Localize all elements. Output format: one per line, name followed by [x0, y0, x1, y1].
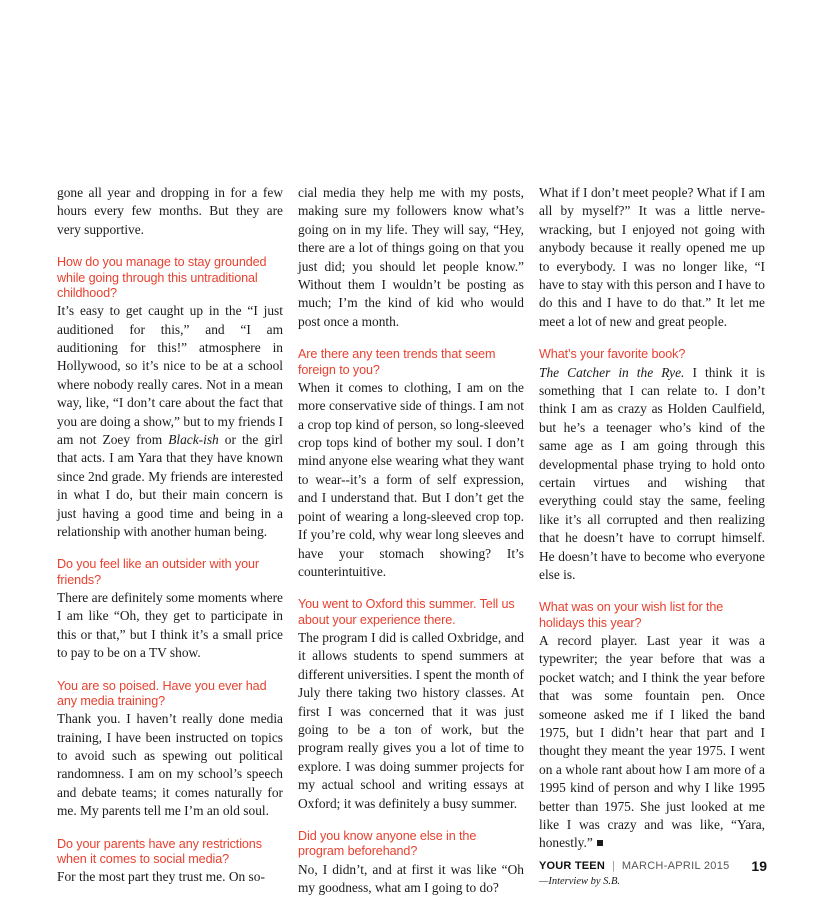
- book-title: The Catcher in the Rye.: [539, 364, 685, 380]
- footer-separator: |: [611, 860, 615, 872]
- interview-answer: The program I did is called Oxbridge, and it allows students to spend summers at different universities. I spent the month of July there taking two history classes. At first I was concerned that it was just going to be a ton of work, but the program really gives you a lot of time to explore. I was doing summer projects for my actual school and writing essays at Oxford; it was definitely a busy summer.: [298, 629, 524, 811]
- interview-answer: It’s easy to get caught up in the “I just auditioned for this,” and “I am auditioning for this!” atmosphere in Hollywood, so it’s nice to be at a school where nobody really cares. Not in a mean way, like, “I don’t care about the fact that you are doing a show,” but to my friends I am not Zoey from Black-ish or the girl that acts. I am Yara that they have known since 2nd grade. My friends are interested in what I do, but their main concern is just having a good time and being in a relationship with another human being.: [57, 303, 283, 539]
- interview-question: You are so poised. Have you ever had any media training?: [57, 678, 267, 708]
- interview-question: You went to Oxford this summer. Tell us about your experience there.: [298, 597, 515, 627]
- interview-question: Do you feel like an outsider with your friends?: [57, 557, 260, 587]
- interview-question: Did you know anyone else in the program beforehand?: [298, 828, 477, 859]
- magazine-name: YOUR TEEN: [539, 860, 605, 872]
- end-of-article-icon: [597, 840, 603, 846]
- interview-answer: Thank you. I haven’t really done media training, I have been instructed on topics to avoid such as spewing out political randomness. I am on my school’s speech and debate teams; it comes naturally for me. My parents tell me I’m an old soul.: [57, 711, 283, 819]
- article-column-1: [57, 184, 283, 887]
- article-column-2: [298, 184, 524, 897]
- page-footer: [539, 858, 767, 874]
- interview-credit: —Interview by S.B.: [539, 875, 621, 887]
- interview-question: What’s your favorite book?: [539, 347, 686, 362]
- interview-question: How do you manage to stay grounded while going through this untraditional childhood?: [57, 255, 267, 300]
- interview-answer: No, I didn’t, and at first it was like “Oh my goodness, what am I going to do?: [298, 861, 524, 895]
- page-number: 19: [751, 858, 767, 874]
- interview-question: Are there any teen trends that seem foreign to you?: [298, 347, 496, 377]
- body-paragraph: cial media they help me with my posts, making sure my followers know what’s going on in my life. They will say, “Hey, there are a lot of things going on that you just did; you should let people know.” Without them I wouldn’t be posting as much; I’m the kind of kid who would post once a month.: [298, 185, 524, 329]
- body-paragraph: What if I don’t meet people? What if I am all by myself?” It was a little nerve-wracking, but I enjoyed not going with anybody because it really opened me up to everybody. I was no longer like, “I have to stay with this person and I have to do this and I have to do that.” It let me meet a lot of new and great people.: [539, 185, 765, 329]
- show-title: Black-ish: [168, 431, 219, 447]
- issue-date: MARCH-APRIL 2015: [621, 860, 730, 872]
- interview-question: What was on your wish list for the holidays this year?: [539, 600, 724, 630]
- interview-answer: A record player. Last year it was a typewriter; the year before that was a pocket watch; and I think the year before that was some fountain pen. Once someone asked me if I liked the band 1975, but I didn’t hear that part and I thought they meant the year 1975. I went on a whole rant about how I am more of a 1995 kind of person and why I like 1995 better than 1975. She just looked at me like I was crazy and was like, “Yara, honestly.”: [539, 633, 765, 851]
- interview-question: Do your parents have any restrictions when it comes to social media?: [57, 836, 262, 866]
- interview-answer: There are definitely some moments where I am like “Oh, they get to participate in this or that,” but I think it’s a small price to pay to be on a TV show.: [57, 589, 283, 661]
- interview-answer: When it comes to clothing, I am on the more conservative side of things. I am not a crop top kind of person, so long-sleeved crop tops kind of bother my soul. I don’t mind anyone else wearing what they want to wear--it’s a form of self expression, and I understand that. But I don’t get the point of wearing a long-sleeved crop top. If you’re cold, why wear long sleeves and have your stomach showing? It’s counterintuitive.: [298, 379, 524, 579]
- article-column-3: [539, 184, 765, 891]
- interview-answer: The Catcher in the Rye. I think it is something that I can relate to. I don’t think I am as crazy as Holden Caulfield, but he’s a teenager who’s kind of the same age as I am going through this developmental phase trying to hold onto certain virtues and wishing that everything could stay the same, feeling like it’s all corrupted and then realizing that he doesn’t have to corrupt himself. He doesn’t have to become who everyone else is.: [539, 364, 765, 583]
- interview-answer: For the most part they trust me. On so-: [57, 869, 265, 885]
- body-paragraph: gone all year and dropping in for a few hours every few months. But they are very supportive.: [57, 185, 283, 237]
